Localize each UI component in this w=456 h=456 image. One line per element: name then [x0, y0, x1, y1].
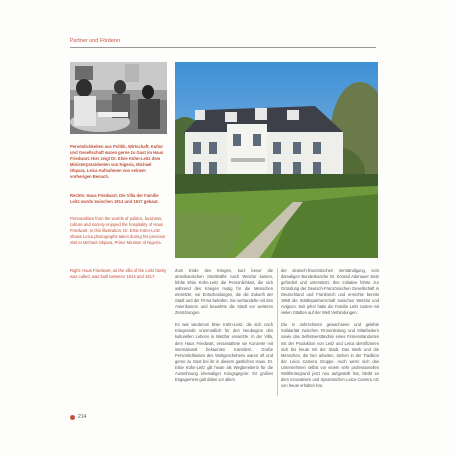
page-marker-icon [70, 415, 75, 420]
caption-english-1: Personalities from the worlds of politics, business, culture and society enjoyed the hospitality of Haus Friedwart. In this illustration, Dr. Elsie Kühn-Leitz shows Leica photographs taken during his previous visit to Michael Okpara, Prime Minister of Nigeria. [70, 216, 166, 246]
photo-meeting [70, 62, 167, 134]
body-paragraph: Es war wiederum Elsie Kühn-Leitz, die sich nach Kriegsende unermüdlich für den Neubeginn des kulturellen Lebens in Wetzlar einsetzte. In der Villa, dem Haus Friedwart, veranstaltete sie Konzerte mit international bekannten Künstlern. Große Persönlichkeiten des Weltgeschehens waren oft und gerne zu Gast bei ihr in diesem gastlichen Haus. Dr. Elsie Kühn-Leitz gilt heute als Wegbereiterin für die Aussöhnung ehemaliger Kriegsgegner. Ihr großes Engagement galt dabei vor allem [175, 322, 273, 382]
photo-villa-image [175, 62, 378, 258]
section-label: Partner und Förderer [70, 38, 121, 44]
body-column-1 [175, 268, 273, 389]
body-column-2 [281, 268, 379, 395]
photo-meeting-image [70, 62, 167, 134]
caption-german-2: Rechts: Haus Friedwart. Die Villa der Familie Leitz wurde zwischen 1914 und 1917 gebaut. [70, 193, 159, 205]
caption-english-2: Right: Haus Friedwart, as the villa of the Leitz family was called, was built between 1914 and 1917. [70, 268, 167, 280]
photo-haus-friedwart [175, 62, 378, 258]
header-divider [70, 47, 376, 48]
body-paragraph: Die in Jahrzehnten gewachsene und gelebte Solidarität zwischen Firmenleitung und Mitarbeitern sowie das Selbstverständnis eines Firmenstandortes mit der Produktion von Leitz und Leica identifizieren sich bis heute mit der Stadt. Das Werk und die Menschen, die hier arbeiten, stehen in der Tradition der Leica Camera Gruppe. Auch wenn sich das Unternehmen selbst vor einem sehr professionellen Welthintergrund jetzt neu aufgestellt hat, bleibt es dem innovativen und dynamischen Leica Camera AG von heute erhalten hat. [281, 322, 379, 388]
page-number: 214 [78, 414, 87, 420]
body-paragraph: Zum Ende des Krieges, kurz bevor die amerikanischen Streitkräfte nach Wetzlar kamen, fühlte Elsie Kühn-Leitz die Persönlichkeit, die sich während des Krieges mutig für die Menschen einsetzte, vor Entscheidungen, die die Zukunft der Stadt und der Firma betrafen. Sie verhandelte mit den Amerikanern und bewahrte die Stadt vor weiteren Zerstörungen. [175, 268, 273, 316]
body-paragraph: der deutsch-französischen Verständigung, vom damaligen Bundeskanzler Dr. Konrad Adenauer stets gefördert und unterstützt. Ihre Initiative führte zur Gründung der Deutsch-Französischen Gesellschaft in Deutschland und Frankreich und erreichte bereits 1968 die Städtepartnerschaft zwischen Wetzlar und Avignon. Seit jeher hatte die Familie Leitz zudem mit vielen Städten auf der Welt Verbindungen. [281, 268, 379, 316]
column-divider [277, 268, 278, 396]
caption-german-1: Persönlichkeiten aus Politik, Wirtschaft, Kultur und Gesellschaft waren gerne zu Gast im Haus Friedwart. Hier zeigt Dr. Elsie Kühn-Leitz dem Ministerpräsidenten von Nigeria, Michael Okpara, Leica Aufnahmen von seinem vorherigen Besuch. [70, 144, 164, 180]
